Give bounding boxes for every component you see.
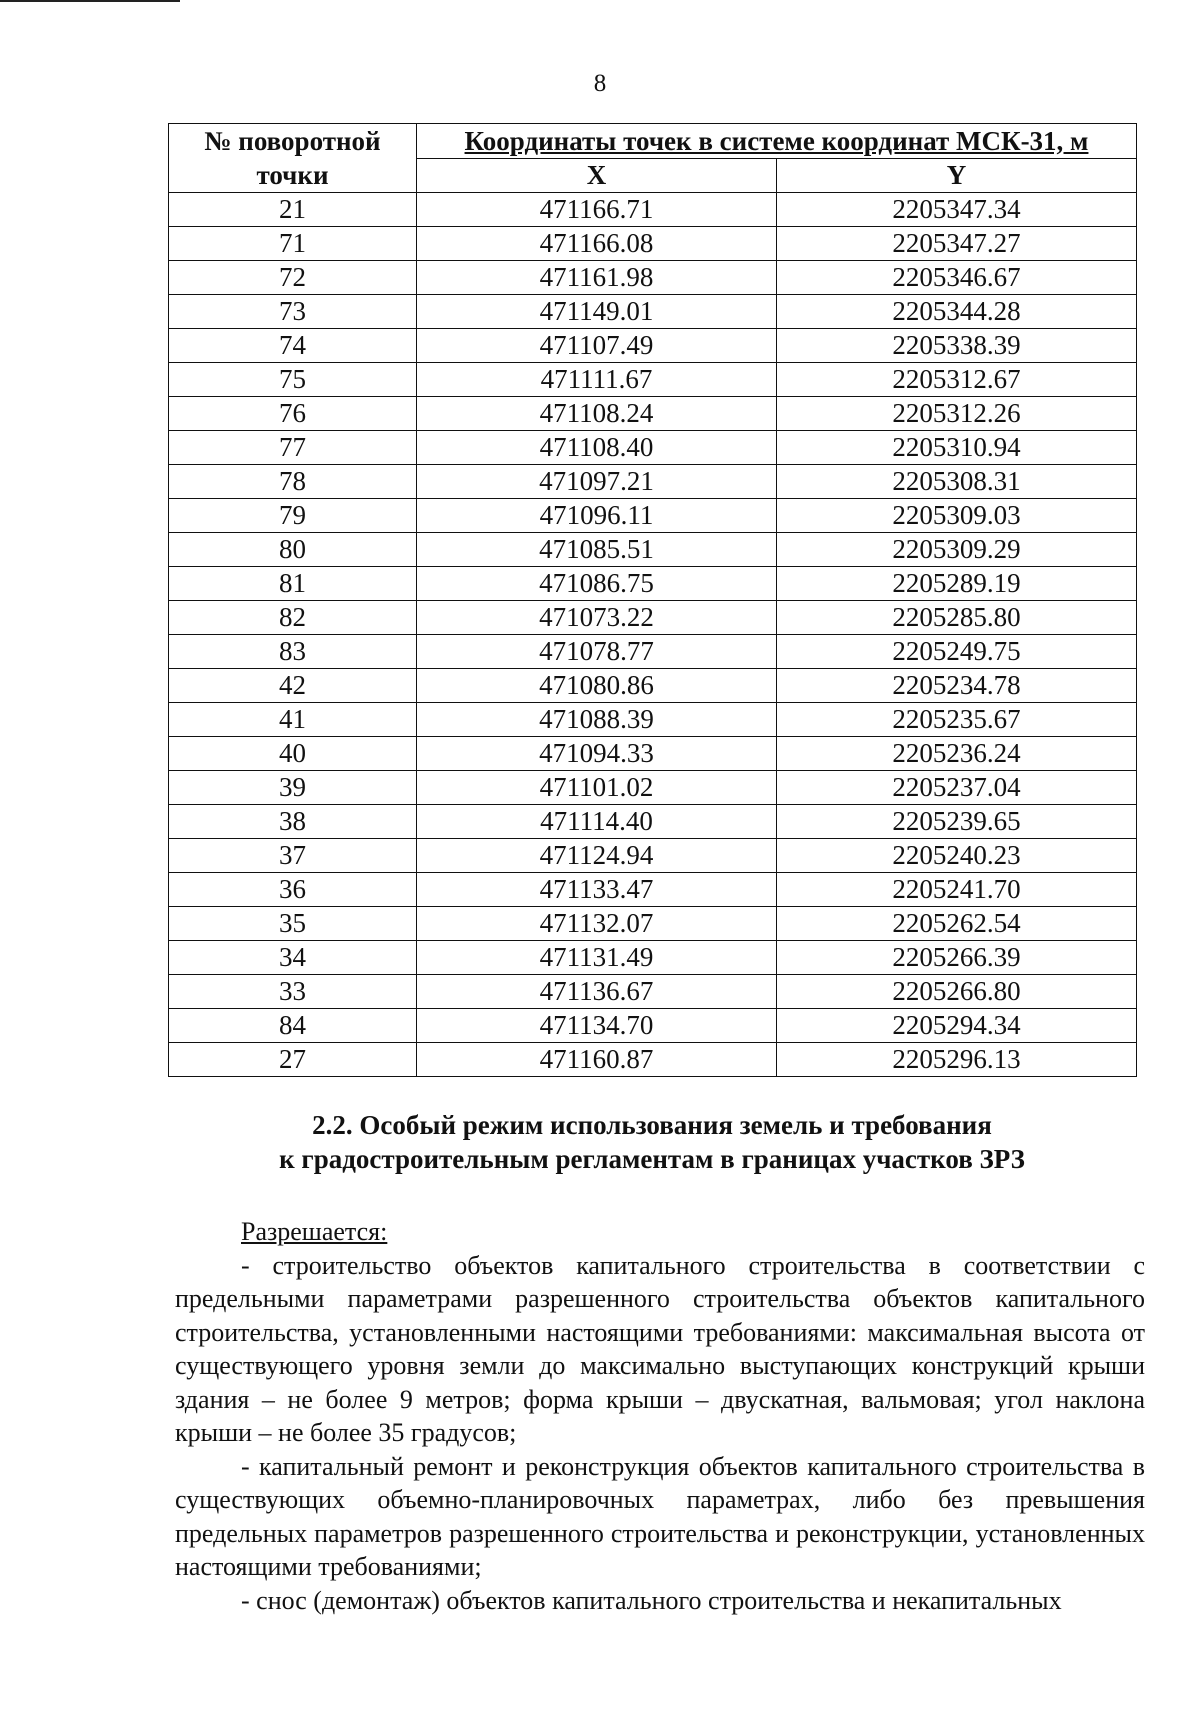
cell-y: 2205285.80 — [777, 601, 1137, 635]
table-row — [169, 669, 1137, 703]
cell-point: 27 — [169, 1043, 417, 1077]
table-row — [169, 533, 1137, 567]
cell-point: 34 — [169, 941, 417, 975]
cell-point: 75 — [169, 363, 417, 397]
cell-point: 84 — [169, 1009, 417, 1043]
cell-point: 77 — [169, 431, 417, 465]
cell-point: 80 — [169, 533, 417, 567]
table-row — [169, 703, 1137, 737]
cell-y: 2205239.65 — [777, 805, 1137, 839]
cell-x: 471086.75 — [417, 567, 777, 601]
table-row — [169, 363, 1137, 397]
cell-x: 471108.40 — [417, 431, 777, 465]
cell-y: 2205344.28 — [777, 295, 1137, 329]
cell-y: 2205309.29 — [777, 533, 1137, 567]
cell-point: 71 — [169, 227, 417, 261]
cell-point: 39 — [169, 771, 417, 805]
cell-point: 72 — [169, 261, 417, 295]
cell-y: 2205312.26 — [777, 397, 1137, 431]
cell-y: 2205237.04 — [777, 771, 1137, 805]
cell-point: 78 — [169, 465, 417, 499]
table-row — [169, 1009, 1137, 1043]
cell-x: 471136.67 — [417, 975, 777, 1009]
cell-x: 471108.24 — [417, 397, 777, 431]
table-row — [169, 635, 1137, 669]
table-row — [169, 261, 1137, 295]
cell-y: 2205289.19 — [777, 567, 1137, 601]
paragraph-repair: - капитальный ремонт и реконструкция объектов капитального строительства в существующих объемно-планировочных параметрах, либо без превышения предельных параметров разрешенного строительства и реконструкции, установленных настоящими требованиями; — [175, 1451, 1145, 1581]
cell-y: 2205347.27 — [777, 227, 1137, 261]
cell-y: 2205346.67 — [777, 261, 1137, 295]
cell-point: 21 — [169, 193, 417, 227]
cell-x: 471166.71 — [417, 193, 777, 227]
cell-y: 2205266.80 — [777, 975, 1137, 1009]
cell-y: 2205312.67 — [777, 363, 1137, 397]
cell-y: 2205241.70 — [777, 873, 1137, 907]
table-row — [169, 567, 1137, 601]
table-row — [169, 873, 1137, 907]
cell-y: 2205266.39 — [777, 941, 1137, 975]
cell-y: 2205347.34 — [777, 193, 1137, 227]
cell-y: 2205338.39 — [777, 329, 1137, 363]
table-header-row — [169, 124, 1137, 159]
table-row — [169, 465, 1137, 499]
table-row — [169, 193, 1137, 227]
header-x: X — [417, 158, 777, 193]
cell-point: 35 — [169, 907, 417, 941]
cell-x: 471073.22 — [417, 601, 777, 635]
cell-x: 471133.47 — [417, 873, 777, 907]
table-row — [169, 397, 1137, 431]
cell-point: 79 — [169, 499, 417, 533]
cell-y: 2205310.94 — [777, 431, 1137, 465]
cell-point: 36 — [169, 873, 417, 907]
cell-y: 2205235.67 — [777, 703, 1137, 737]
page-number: 8 — [593, 70, 607, 97]
cell-y: 2205296.13 — [777, 1043, 1137, 1077]
cell-y: 2205308.31 — [777, 465, 1137, 499]
cell-x: 471134.70 — [417, 1009, 777, 1043]
table-row — [169, 227, 1137, 261]
cell-x: 471096.11 — [417, 499, 777, 533]
table-row — [169, 805, 1137, 839]
allowed-label: Разрешается: — [241, 1217, 388, 1246]
cell-x: 471124.94 — [417, 839, 777, 873]
table-row — [169, 907, 1137, 941]
section-title-line-2: к градостроительным регламентам в границах участков ЗРЗ — [279, 1144, 1025, 1174]
cell-x: 471131.49 — [417, 941, 777, 975]
cell-point: 73 — [169, 295, 417, 329]
table-row — [169, 1043, 1137, 1077]
cell-y: 2205240.23 — [777, 839, 1137, 873]
cell-point: 74 — [169, 329, 417, 363]
header-y: Y — [777, 158, 1137, 193]
coordinates-table — [168, 123, 1137, 1077]
table-row — [169, 737, 1137, 771]
cell-x: 471111.67 — [417, 363, 777, 397]
cell-x: 471097.21 — [417, 465, 777, 499]
table-row — [169, 975, 1137, 1009]
cell-point: 38 — [169, 805, 417, 839]
cell-x: 471114.40 — [417, 805, 777, 839]
cell-y: 2205262.54 — [777, 907, 1137, 941]
cell-y: 2205236.24 — [777, 737, 1137, 771]
cell-y: 2205234.78 — [777, 669, 1137, 703]
table-row — [169, 295, 1137, 329]
cell-x: 471166.08 — [417, 227, 777, 261]
cell-point: 76 — [169, 397, 417, 431]
section-body — [175, 1215, 1145, 1617]
cell-y: 2205249.75 — [777, 635, 1137, 669]
table-row — [169, 839, 1137, 873]
cell-x: 471149.01 — [417, 295, 777, 329]
section-title — [168, 1108, 1136, 1176]
cell-x: 471160.87 — [417, 1043, 777, 1077]
cell-x: 471080.86 — [417, 669, 777, 703]
table-row — [169, 601, 1137, 635]
cell-y: 2205309.03 — [777, 499, 1137, 533]
scan-edge-line — [0, 0, 180, 2]
cell-x: 471085.51 — [417, 533, 777, 567]
cell-y: 2205294.34 — [777, 1009, 1137, 1043]
cell-x: 471101.02 — [417, 771, 777, 805]
table-body — [169, 193, 1137, 1077]
cell-point: 83 — [169, 635, 417, 669]
cell-point: 40 — [169, 737, 417, 771]
paragraph-construction: - строительство объектов капитального строительства в соответствии с предельными параметрами разрешенного строительства объектов капитального строительства, установленными настоящими требованиями: максимальная высота от существующего уровня земли до максимально выступающих конструкций крыши здания – не более 9 метров; форма крыши – двускатная, вальмовая; угол наклона крыши – не более 35 градусов; — [175, 1250, 1145, 1447]
cell-point: 33 — [169, 975, 417, 1009]
table-row — [169, 329, 1137, 363]
cell-x: 471132.07 — [417, 907, 777, 941]
cell-x: 471094.33 — [417, 737, 777, 771]
paragraph-demolition: - снос (демонтаж) объектов капитального строительства и некапитальных — [241, 1585, 1062, 1615]
table-row — [169, 499, 1137, 533]
cell-x: 471107.49 — [417, 329, 777, 363]
cell-point: 42 — [169, 669, 417, 703]
header-coordinates: Координаты точек в системе координат МСК-31, м — [417, 124, 1137, 159]
cell-point: 37 — [169, 839, 417, 873]
table-row — [169, 431, 1137, 465]
table-row — [169, 771, 1137, 805]
cell-point: 41 — [169, 703, 417, 737]
cell-x: 471088.39 — [417, 703, 777, 737]
cell-x: 471161.98 — [417, 261, 777, 295]
header-point-number: № поворотной точки — [169, 124, 417, 193]
cell-point: 81 — [169, 567, 417, 601]
cell-x: 471078.77 — [417, 635, 777, 669]
table-row — [169, 941, 1137, 975]
cell-point: 82 — [169, 601, 417, 635]
section-title-line-1: 2.2. Особый режим использования земель и требования — [312, 1110, 992, 1140]
